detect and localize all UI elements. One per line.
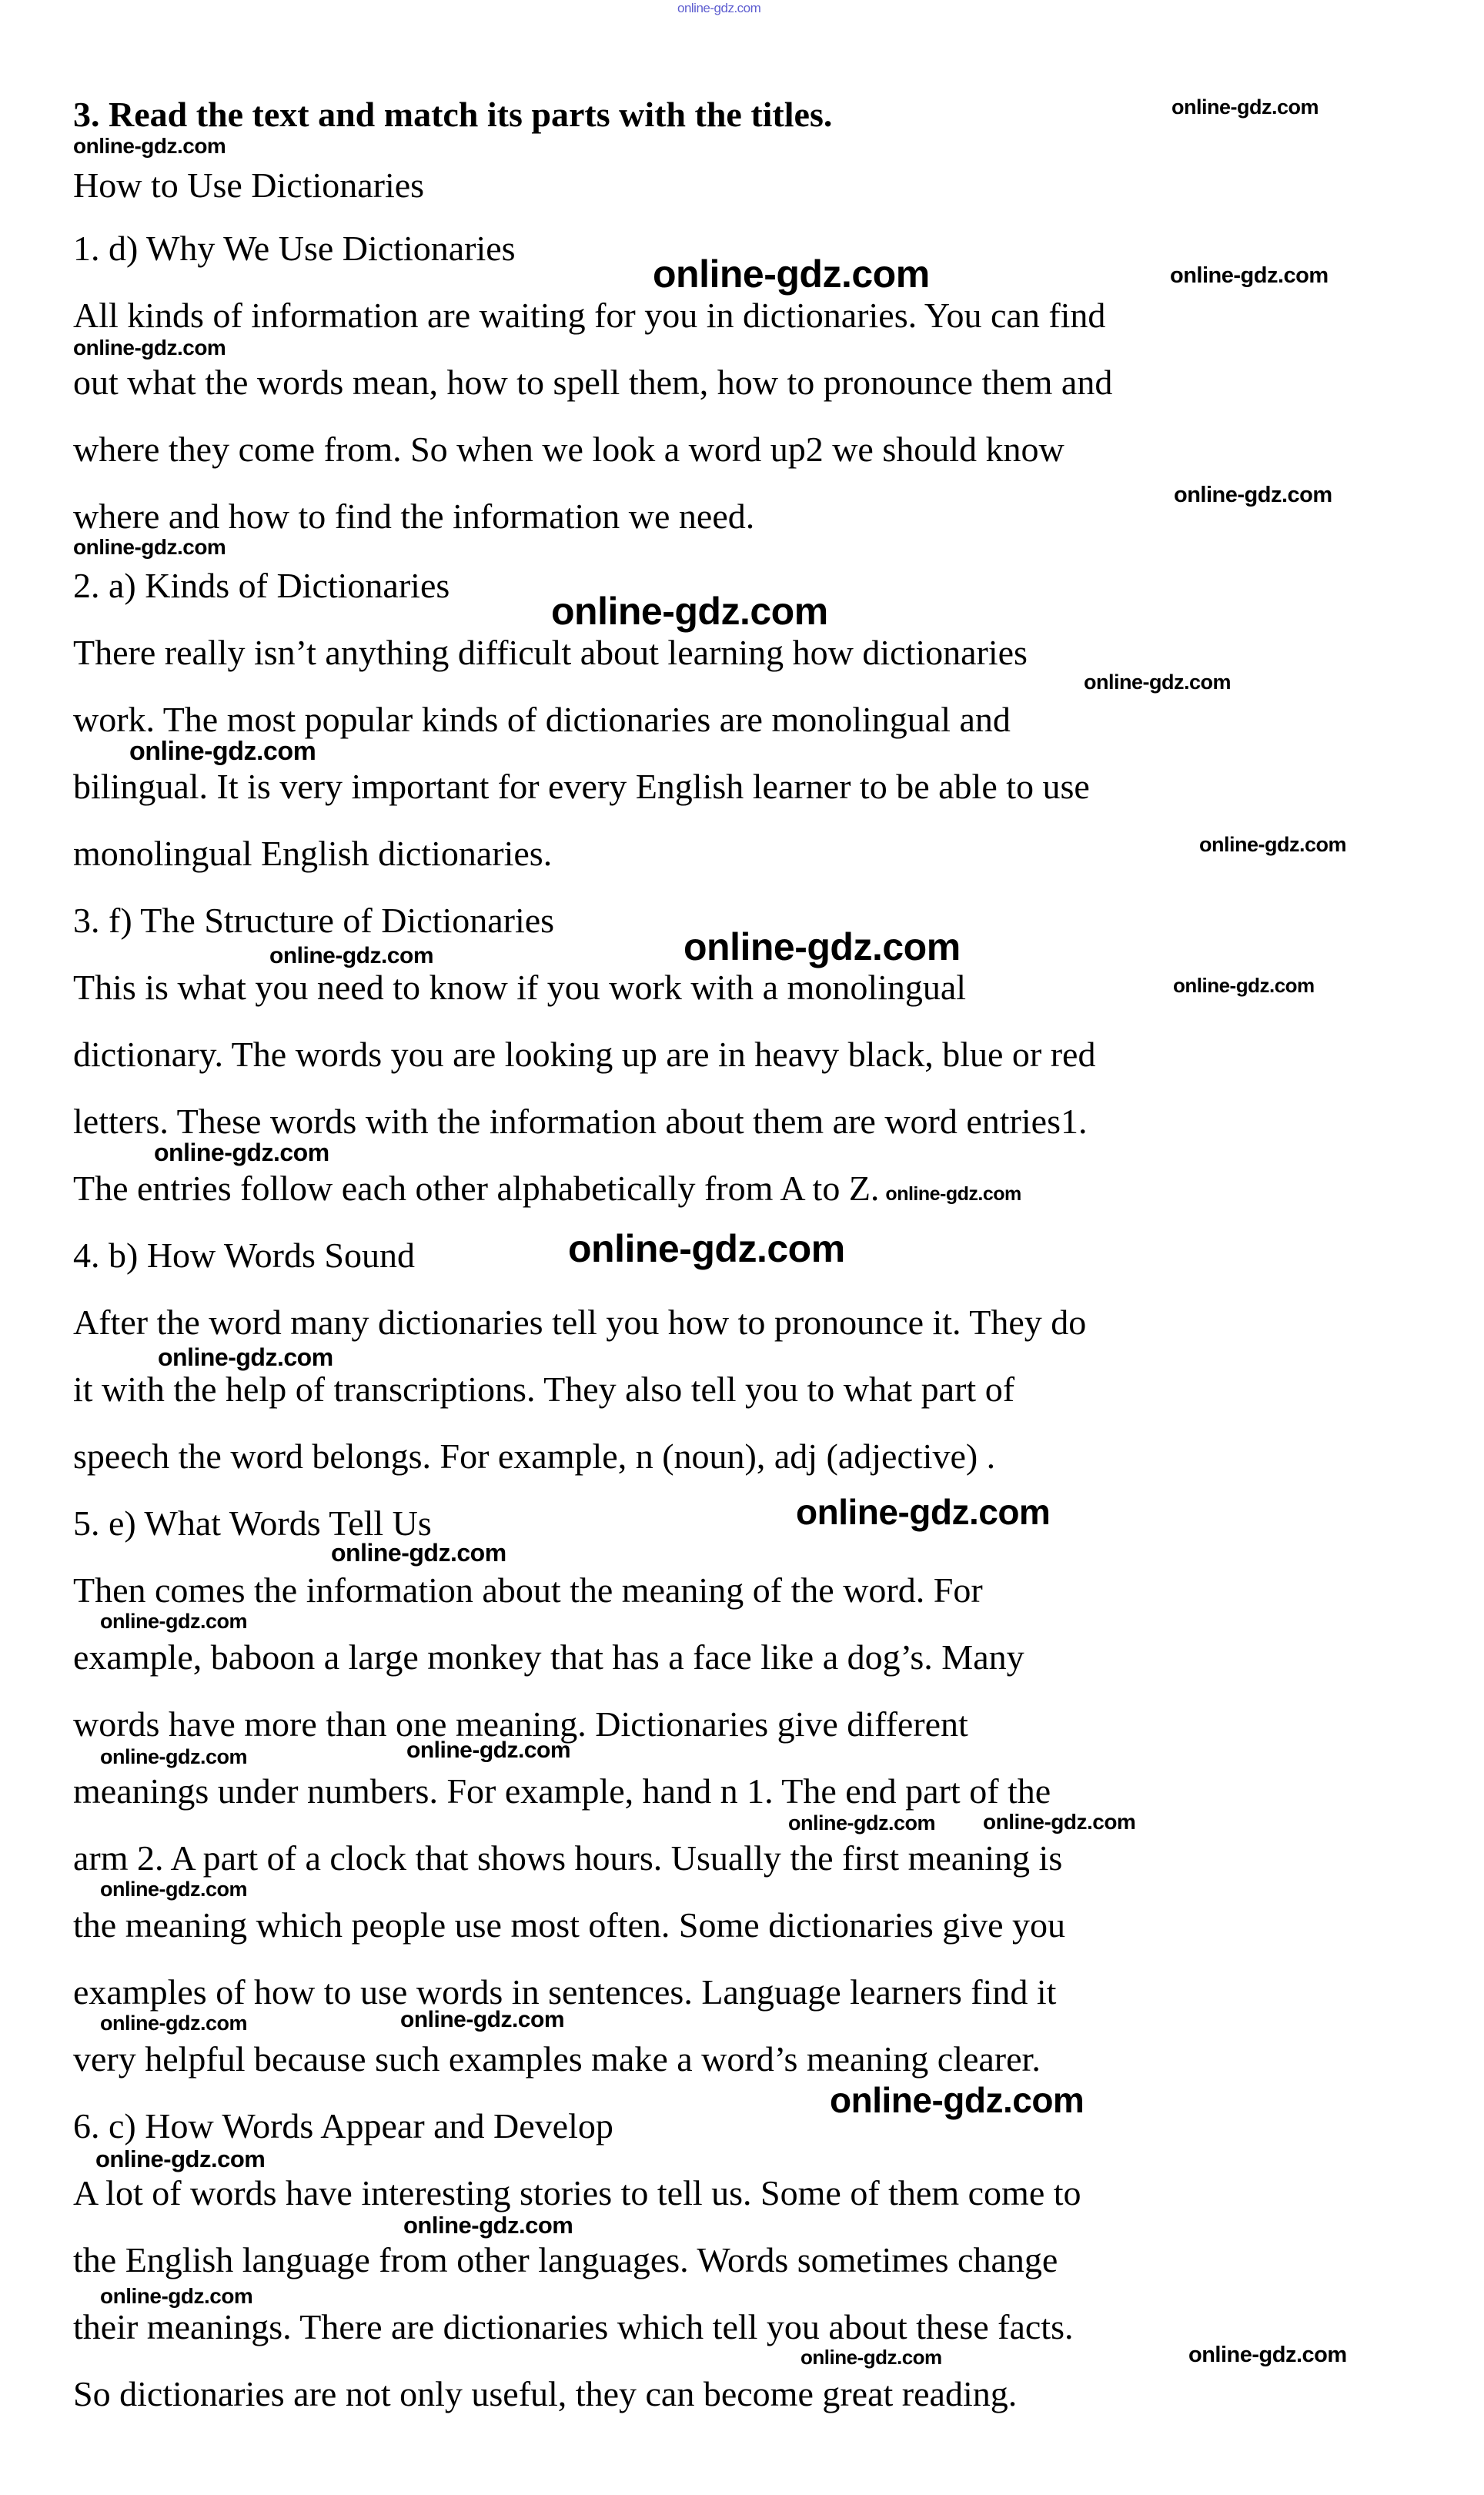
watermark-text: online-gdz.com [100, 2284, 253, 2308]
text-title: How to Use Dictionaries [73, 166, 425, 205]
watermark-text: online-gdz.com [158, 1343, 333, 1371]
body-line: examples of how to use words in sentences. Language learners find it [73, 1972, 1057, 2012]
watermark-text: online-gdz.com [154, 1139, 329, 1166]
section-heading: 1. d) Why We Use Dictionaries [73, 229, 516, 268]
watermark-text: online-gdz.com [796, 1492, 1051, 1532]
watermark-text: online-gdz.com [684, 925, 961, 968]
watermark-text: online-gdz.com [129, 737, 316, 766]
watermark-text: online-gdz.com [1171, 95, 1319, 119]
watermark-text: online-gdz.com [403, 2212, 573, 2239]
watermark-text: online-gdz.com [1084, 671, 1231, 694]
watermark-text: online-gdz.com [406, 1737, 570, 1763]
section-heading: 5. e) What Words Tell Us [73, 1503, 432, 1543]
body-line: out what the words mean, how to spell them, how to pronounce them and [73, 363, 1113, 402]
body-line: monolingual English dictionaries. [73, 834, 553, 873]
watermark-blue: online-gdz.com [677, 1, 761, 15]
body-line: meanings under numbers. For example, hand n 1. The end part of the [73, 1771, 1051, 1811]
watermark-text: online-gdz.com [653, 253, 930, 296]
body-line: Then comes the information about the meaning of the word. For [73, 1570, 983, 1610]
body-line: very helpful because such examples make a word’s meaning clearer. [73, 2039, 1041, 2079]
watermark-text: online-gdz.com [1174, 483, 1332, 507]
watermark-text: online-gdz.com [95, 2145, 266, 2172]
watermark-text: online-gdz.com [1173, 974, 1315, 997]
body-line: speech the word belongs. For example, n (noun), adj (adjective) . [73, 1436, 996, 1476]
watermark-text: online-gdz.com [885, 1183, 1021, 1205]
body-line: So dictionaries are not only useful, they can become great reading. [73, 2374, 1018, 2413]
body-line: work. The most popular kinds of dictionaries are monolingual and [73, 700, 1011, 739]
watermark-text: online-gdz.com [830, 2080, 1085, 2120]
watermark-text: online-gdz.com [1170, 263, 1329, 288]
section-heading: 3. f) The Structure of Dictionaries [73, 901, 555, 940]
body-line: This is what you need to know if you work with a monolingual [73, 968, 967, 1007]
body-line: The entries follow each other alphabetically from A to Z. online-gdz.com [73, 1169, 1021, 1208]
watermark-text: online-gdz.com [100, 1745, 247, 1768]
watermark-text: online-gdz.com [568, 1227, 845, 1270]
watermark-text: online-gdz.com [983, 1810, 1136, 1834]
body-line: dictionary. The words you are looking up are in heavy black, blue or red [73, 1035, 1096, 1074]
watermark-text: online-gdz.com [400, 2007, 564, 2032]
watermark-text: online-gdz.com [1199, 833, 1346, 856]
watermark-text: online-gdz.com [73, 134, 226, 158]
body-line: arm 2. A part of a clock that shows hours. Usually the first meaning is [73, 1838, 1063, 1878]
body-line: where and how to find the information we need. [73, 497, 755, 536]
section-heading: 4. b) How Words Sound [73, 1236, 415, 1275]
watermark-text: online-gdz.com [73, 535, 226, 559]
watermark-text: online-gdz.com [1188, 2343, 1347, 2367]
body-line: There really isn’t anything difficult about learning how dictionaries [73, 633, 1028, 672]
section-heading: 6. c) How Words Appear and Develop [73, 2106, 613, 2145]
body-line: letters. These words with the information about them are word entries1. [73, 1102, 1088, 1141]
watermark-text: online-gdz.com [73, 336, 226, 360]
exercise-title: 3. Read the text and match its parts with the titles. [73, 95, 833, 134]
body-line: After the word many dictionaries tell you how to pronounce it. They do [73, 1303, 1087, 1342]
watermark-text: online-gdz.com [331, 1539, 506, 1567]
body-line: example, baboon a large monkey that has a face like a dog’s. Many [73, 1637, 1024, 1677]
body-line: words have more than one meaning. Dictionaries give different [73, 1704, 968, 1744]
body-line: the meaning which people use most often. Some dictionaries give you [73, 1905, 1065, 1945]
body-line: bilingual. It is very important for every English learner to be able to use [73, 767, 1090, 806]
body-line: where they come from. So when we look a word up2 we should know [73, 430, 1065, 469]
watermark-text: online-gdz.com [100, 1610, 247, 1633]
watermark-text: online-gdz.com [551, 590, 828, 633]
watermark-text: online-gdz.com [100, 2012, 247, 2035]
body-line: the English language from other languages. Words sometimes change [73, 2240, 1058, 2279]
body-line: their meanings. There are dictionaries which tell you about these facts. [73, 2307, 1074, 2346]
section-heading: 2. a) Kinds of Dictionaries [73, 566, 450, 605]
watermark-text: online-gdz.com [269, 943, 433, 968]
body-line: it with the help of transcriptions. They also tell you to what part of [73, 1370, 1015, 1409]
watermark-text: online-gdz.com [800, 2346, 942, 2369]
body-line: A lot of words have interesting stories to tell us. Some of them come to [73, 2173, 1081, 2212]
watermark-text: online-gdz.com [788, 1811, 935, 1834]
watermark-text: online-gdz.com [100, 1878, 247, 1901]
body-line: All kinds of information are waiting for you in dictionaries. You can find [73, 296, 1106, 335]
